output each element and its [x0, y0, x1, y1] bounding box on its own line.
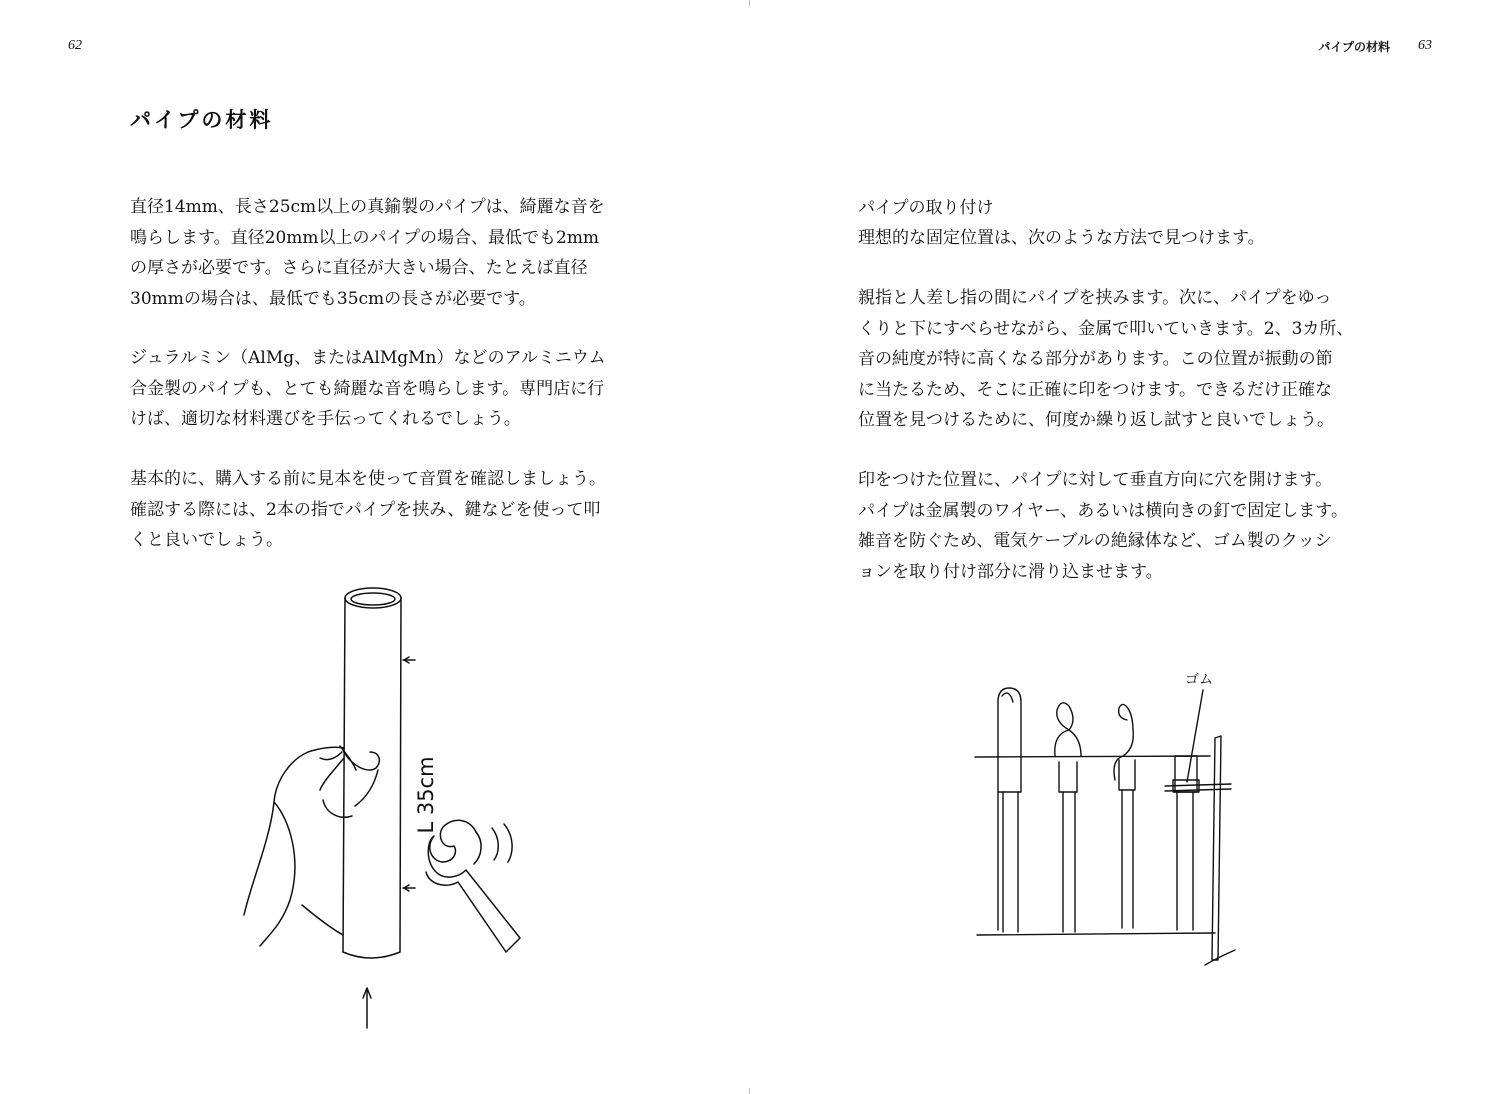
page-number-right: 63 — [1418, 38, 1432, 53]
running-head: パイプの材料 — [1318, 40, 1390, 54]
pipe-hand-wrench-illustration — [230, 580, 550, 1040]
page-title: パイプの材料 — [130, 108, 274, 132]
pipe-3 — [1119, 760, 1135, 790]
rubber-label: ゴム — [1185, 672, 1213, 688]
subheading-mounting: パイプの取り付け — [858, 198, 994, 218]
pipe-right-edge — [400, 598, 401, 952]
pipe-1 — [998, 688, 1021, 792]
paragraph-finding-node: 親指と人差し指の間にパイプを挟みます。次に、パイプをゆっ くりと下にすべらせながら、金属で叩いていきます。2、3カ所、 音の純度が特に高くなる部分があります。この位置が振動の節 に当たるため、そこに正確に印をつけます。できるだけ正確な 位置を見つけるために、何度か繰り返し試すと良いでしょう。 — [858, 288, 1354, 430]
right-page — [750, 0, 1500, 1094]
paragraph-brass-pipes: 直径14mm、長さ25cm以上の真鍮製のパイプは、綺麗な音を 鳴らします。直径20mm以上のパイプの場合、最低でも2mm の厚さが必要です。さらに直径が大きい場合、たとえば直径 30mmの場合は、最低でも35cmの長さが必要です。 — [130, 197, 605, 309]
paragraph-sound-check: 基本的に、購入する前に見本を使って音質を確認しましょう。 確認する際には、2本の指でパイプを挟み、鍵などを使って叩 くと良いでしょう。 — [130, 469, 606, 550]
pipe-4 — [1175, 756, 1197, 792]
wrench-icon — [426, 820, 520, 952]
paragraph-aluminium-pipes: ジュラルミン（AlMg、またはAlMgMn）などのアルミニウム 合金製のパイプも、とても綺麗な音を鳴らします。専門店に行 けば、適切な材料選びを手伝ってくれるでしょう。 — [130, 348, 606, 429]
page-number-left: 62 — [68, 38, 82, 53]
pipe-mounting-illustration — [965, 660, 1265, 980]
paragraph-fixing-position: 理想的な固定位置は、次のような方法で見つけます。 — [858, 228, 1265, 248]
paragraph-drilling-fixing: 印をつけた位置に、パイプに対して垂直方向に穴を開けます。 パイプは金属製のワイヤー、あるいは横向きの釘で固定します。 雑音を防ぐため、電気ケーブルの絶縁体など、ゴム製のクッシ ョンを取り付け部分に滑り込ませます。 — [858, 470, 1348, 582]
length-label: L 35cm — [414, 756, 438, 834]
pipe-2 — [1059, 762, 1077, 792]
pipe-left-edge — [343, 598, 345, 952]
rubber-pointer-line — [1187, 690, 1203, 782]
hand-icon — [244, 746, 378, 946]
